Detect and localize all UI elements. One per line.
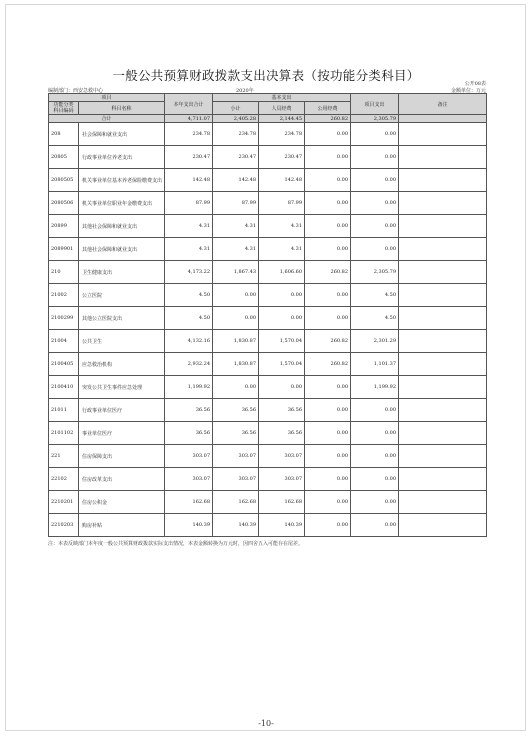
row-subtotal: 230.47 <box>213 146 259 169</box>
row-project: 2,301.29 <box>351 330 399 353</box>
total-row <box>49 115 487 123</box>
header-subtotal: 小计 <box>213 102 259 115</box>
row-subtotal: 0.00 <box>213 284 259 307</box>
header-remark: 备注 <box>399 94 487 115</box>
table-row <box>49 491 487 514</box>
table-row <box>49 468 487 491</box>
row-personnel: 142.48 <box>259 169 305 192</box>
row-code: 2100410 <box>49 376 79 399</box>
row-code: 20899 <box>49 215 79 238</box>
row-subtotal: 1,830.87 <box>213 353 259 376</box>
row-name: 购房补贴 <box>79 514 165 537</box>
row-code: 2100405 <box>49 353 79 376</box>
row-annual: 4.31 <box>165 215 213 238</box>
form-number: 公开08表 <box>464 81 486 87</box>
row-remark <box>399 399 487 422</box>
row-remark <box>399 491 487 514</box>
table-row <box>49 146 487 169</box>
row-code: 21002 <box>49 284 79 307</box>
row-annual: 4,132.16 <box>165 330 213 353</box>
row-public: 0.00 <box>305 514 351 537</box>
row-public: 0.00 <box>305 123 351 146</box>
row-remark <box>399 307 487 330</box>
row-name: 事业单位医疗 <box>79 422 165 445</box>
row-public: 260.82 <box>305 353 351 376</box>
row-personnel: 1,606.60 <box>259 261 305 284</box>
row-personnel: 162.68 <box>259 491 305 514</box>
row-personnel: 1,570.04 <box>259 353 305 376</box>
row-project: 0.00 <box>351 238 399 261</box>
row-public: 0.00 <box>305 284 351 307</box>
header-annual-total: 本年支出合计 <box>165 94 213 115</box>
row-annual: 4.50 <box>165 284 213 307</box>
row-code: 22102 <box>49 468 79 491</box>
row-public: 0.00 <box>305 215 351 238</box>
row-project: 4.50 <box>351 284 399 307</box>
header-public: 公用经费 <box>305 102 351 115</box>
row-project: 0.00 <box>351 514 399 537</box>
row-subtotal: 87.99 <box>213 192 259 215</box>
row-remark <box>399 514 487 537</box>
row-project: 4.50 <box>351 307 399 330</box>
row-code: 210 <box>49 261 79 284</box>
year-label: 2020年 <box>236 88 254 94</box>
header-basic: 基本支出 <box>213 94 351 102</box>
row-subtotal: 4.31 <box>213 215 259 238</box>
total-project: 2,305.79 <box>351 115 399 123</box>
row-code: 21011 <box>49 399 79 422</box>
table-row <box>49 261 487 284</box>
row-remark <box>399 169 487 192</box>
table-row <box>49 215 487 238</box>
row-remark <box>399 238 487 261</box>
row-code: 2080505 <box>49 169 79 192</box>
unit-label: 编制部门：西安急救中心 <box>48 88 104 94</box>
header-personnel: 人员经费 <box>259 102 305 115</box>
row-remark <box>399 422 487 445</box>
row-name: 公立医院 <box>79 284 165 307</box>
row-personnel: 87.99 <box>259 192 305 215</box>
row-name: 应急救治机构 <box>79 353 165 376</box>
currency-label: 金额单位：万元 <box>450 88 486 94</box>
row-code: 2210203 <box>49 514 79 537</box>
table-row <box>49 376 487 399</box>
row-project: 0.00 <box>351 468 399 491</box>
row-public: 0.00 <box>305 468 351 491</box>
row-annual: 234.78 <box>165 123 213 146</box>
row-name: 卫生健康支出 <box>79 261 165 284</box>
row-remark <box>399 215 487 238</box>
row-project: 1,101.37 <box>351 353 399 376</box>
expenditure-table <box>48 93 487 537</box>
row-remark <box>399 445 487 468</box>
row-project: 0.00 <box>351 146 399 169</box>
row-remark <box>399 468 487 491</box>
row-subtotal: 0.00 <box>213 307 259 330</box>
row-subtotal: 1,867.43 <box>213 261 259 284</box>
row-public: 0.00 <box>305 146 351 169</box>
table-row <box>49 445 487 468</box>
row-name: 住房改革支出 <box>79 468 165 491</box>
row-remark <box>399 123 487 146</box>
row-remark <box>399 376 487 399</box>
row-name: 机关事业单位职业年金缴费支出 <box>79 192 165 215</box>
row-project: 2,305.79 <box>351 261 399 284</box>
table-row <box>49 192 487 215</box>
row-public: 0.00 <box>305 491 351 514</box>
row-public: 0.00 <box>305 422 351 445</box>
row-code: 2080506 <box>49 192 79 215</box>
row-remark <box>399 284 487 307</box>
row-name: 行政事业单位医疗 <box>79 399 165 422</box>
row-project: 1,199.92 <box>351 376 399 399</box>
row-name: 社会保障和就业支出 <box>79 123 165 146</box>
row-personnel: 0.00 <box>259 284 305 307</box>
row-name: 机关事业单位基本养老保险缴费支出 <box>79 169 165 192</box>
row-code: 208 <box>49 123 79 146</box>
row-name: 住房公积金 <box>79 491 165 514</box>
row-name: 突发公共卫生事件应急处理 <box>79 376 165 399</box>
row-public: 0.00 <box>305 169 351 192</box>
total-public: 260.82 <box>305 115 351 123</box>
row-subtotal: 162.68 <box>213 491 259 514</box>
row-name: 公共卫生 <box>79 330 165 353</box>
row-name: 其他社会保障和就业支出 <box>79 238 165 261</box>
row-name: 其他公立医院支出 <box>79 307 165 330</box>
total-personnel: 2,144.45 <box>259 115 305 123</box>
row-personnel: 1,570.04 <box>259 330 305 353</box>
row-annual: 303.07 <box>165 468 213 491</box>
row-project: 0.00 <box>351 123 399 146</box>
row-code: 2210201 <box>49 491 79 514</box>
row-remark <box>399 261 487 284</box>
row-personnel: 36.56 <box>259 422 305 445</box>
table-row <box>49 330 487 353</box>
row-subtotal: 1,830.87 <box>213 330 259 353</box>
row-annual: 303.07 <box>165 445 213 468</box>
row-annual: 4.31 <box>165 238 213 261</box>
row-code: 2089901 <box>49 238 79 261</box>
row-name: 行政事业单位养老支出 <box>79 146 165 169</box>
row-subtotal: 4.31 <box>213 238 259 261</box>
total-subtotal: 2,405.28 <box>213 115 259 123</box>
table-row <box>49 123 487 146</box>
header-name: 科目名称 <box>79 102 165 115</box>
total-label: 合计 <box>49 115 165 123</box>
row-subtotal: 303.07 <box>213 468 259 491</box>
table-row <box>49 422 487 445</box>
row-personnel: 0.00 <box>259 376 305 399</box>
row-project: 0.00 <box>351 169 399 192</box>
table-row <box>49 399 487 422</box>
header-code: 功能分类 科目编码 <box>49 102 79 115</box>
row-annual: 1,199.92 <box>165 376 213 399</box>
row-name: 住房保障支出 <box>79 445 165 468</box>
row-public: 0.00 <box>305 238 351 261</box>
row-public: 0.00 <box>305 307 351 330</box>
row-public: 0.00 <box>305 376 351 399</box>
table-row <box>49 307 487 330</box>
row-code: 221 <box>49 445 79 468</box>
row-annual: 162.68 <box>165 491 213 514</box>
page-number: -10- <box>258 719 274 728</box>
row-subtotal: 140.39 <box>213 514 259 537</box>
header-project-exp: 项目支出 <box>351 94 399 115</box>
row-public: 260.82 <box>305 261 351 284</box>
row-annual: 142.48 <box>165 169 213 192</box>
row-annual: 2,932.24 <box>165 353 213 376</box>
row-public: 0.00 <box>305 192 351 215</box>
table-row <box>49 169 487 192</box>
row-remark <box>399 330 487 353</box>
page-title: 一般公共预算财政拨款支出决算表（按功能分类科目） <box>112 68 420 83</box>
table-row <box>49 284 487 307</box>
row-personnel: 4.31 <box>259 238 305 261</box>
row-code: 21004 <box>49 330 79 353</box>
row-annual: 87.99 <box>165 192 213 215</box>
row-name: 其他社会保障和就业支出 <box>79 215 165 238</box>
row-project: 0.00 <box>351 422 399 445</box>
row-remark <box>399 146 487 169</box>
row-subtotal: 234.78 <box>213 123 259 146</box>
row-annual: 4.50 <box>165 307 213 330</box>
row-personnel: 230.47 <box>259 146 305 169</box>
row-subtotal: 0.00 <box>213 376 259 399</box>
total-annual: 4,711.07 <box>165 115 213 123</box>
row-public: 260.82 <box>305 330 351 353</box>
table-row <box>49 238 487 261</box>
row-annual: 230.47 <box>165 146 213 169</box>
row-annual: 36.56 <box>165 422 213 445</box>
row-personnel: 0.00 <box>259 307 305 330</box>
row-personnel: 303.07 <box>259 445 305 468</box>
row-project: 0.00 <box>351 399 399 422</box>
row-personnel: 36.56 <box>259 399 305 422</box>
row-annual: 36.56 <box>165 399 213 422</box>
row-annual: 4,173.22 <box>165 261 213 284</box>
row-subtotal: 36.56 <box>213 422 259 445</box>
row-remark <box>399 192 487 215</box>
footnote: 注：本表反映部门本年度一般公共预算财政拨款实际支出情况，本表金额转换为万元时，因四舍五入可能存在尾差。 <box>48 541 304 547</box>
row-personnel: 234.78 <box>259 123 305 146</box>
row-remark <box>399 353 487 376</box>
row-code: 2101102 <box>49 422 79 445</box>
row-project: 0.00 <box>351 445 399 468</box>
row-annual: 140.39 <box>165 514 213 537</box>
row-public: 0.00 <box>305 399 351 422</box>
row-project: 0.00 <box>351 491 399 514</box>
row-code: 2100299 <box>49 307 79 330</box>
row-subtotal: 36.56 <box>213 399 259 422</box>
table-row <box>49 514 487 537</box>
row-personnel: 4.31 <box>259 215 305 238</box>
row-personnel: 140.39 <box>259 514 305 537</box>
row-project: 0.00 <box>351 192 399 215</box>
row-public: 0.00 <box>305 445 351 468</box>
total-remark <box>399 115 487 123</box>
row-subtotal: 303.07 <box>213 445 259 468</box>
table-row <box>49 353 487 376</box>
row-code: 20805 <box>49 146 79 169</box>
row-project: 0.00 <box>351 215 399 238</box>
row-personnel: 303.07 <box>259 468 305 491</box>
row-subtotal: 142.48 <box>213 169 259 192</box>
header-project: 项目 <box>49 94 165 102</box>
